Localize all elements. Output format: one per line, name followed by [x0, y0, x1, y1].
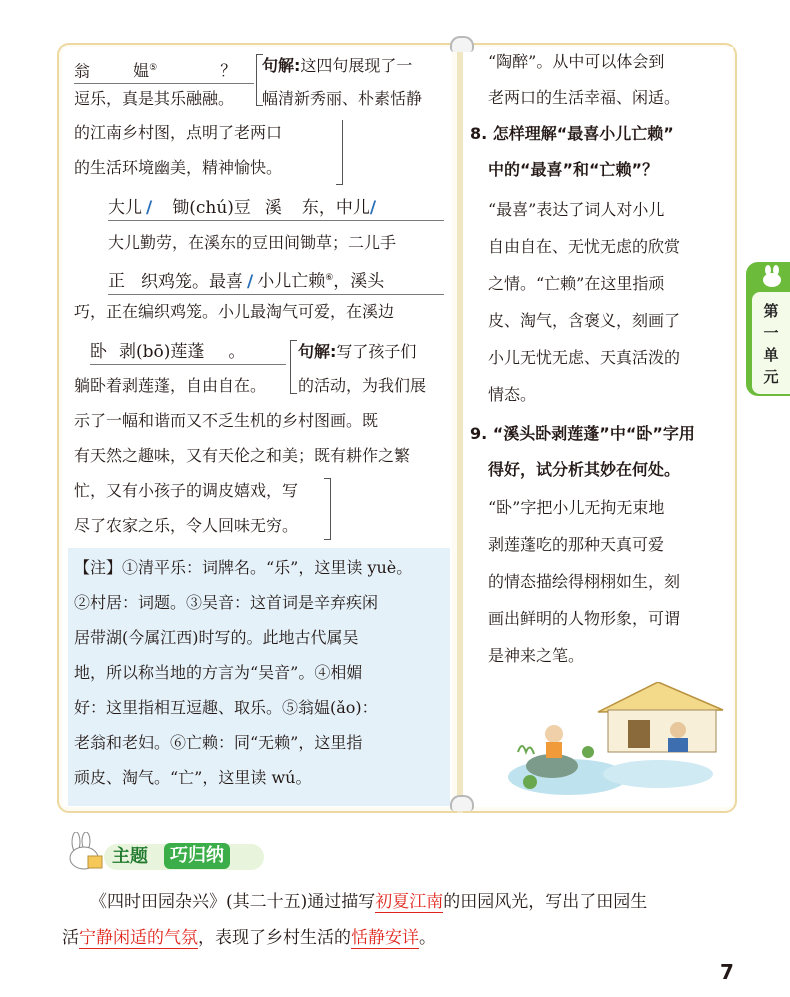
binder-ring-icon — [450, 36, 474, 52]
book-spine — [457, 43, 463, 813]
jiejie-text: 写了孩子们 — [336, 342, 417, 361]
poem-char: 织鸡笼。最喜 — [141, 271, 243, 292]
poem-char: 。 — [228, 342, 246, 362]
note-line: 居带湖(今属江西)时写的。此地古代属吴 — [74, 628, 359, 647]
footnote-mark: ⑤ — [149, 63, 158, 73]
note-line: 顽皮、淘气。“亡”，这里读 wú。 — [74, 768, 312, 787]
annotation-bracket — [290, 340, 297, 394]
poem-char: ，溪头 — [333, 271, 385, 292]
summary-title: 主题 — [112, 846, 148, 867]
jiejie-text: 这四句展现了一 — [300, 56, 413, 75]
bunny-icon — [760, 265, 784, 287]
note-line: 地，所以称当地的方言为“吴音”。④相媚 — [74, 663, 363, 682]
jiejie-label: 句解: — [298, 342, 337, 361]
question-8: 8. 怎样理解“最喜小儿亡赖” — [470, 124, 674, 143]
poem-char: 小儿亡赖 — [257, 271, 326, 292]
answer-line: 小儿无忧无虑、天真活泼的 — [488, 348, 681, 367]
summary-text: 的田园风光，写出了田园生 — [443, 892, 648, 912]
poem-char: 翁 — [74, 61, 91, 81]
poem-char: 大儿 — [108, 198, 142, 218]
poem-char: 正 — [108, 271, 125, 292]
jiejie-text: 的活动，为我们展 — [298, 376, 427, 395]
page-number: 7 — [720, 960, 734, 984]
annotation-bracket — [324, 478, 331, 540]
poem-line-1 — [74, 56, 254, 84]
translation-line: 逗乐，真是其乐融融。 — [74, 89, 235, 108]
note-line: 【注】①清平乐：词牌名。“乐”，这里读 yuè。 — [74, 558, 413, 577]
question-8-cont: 中的“最喜”和“亡赖”？ — [488, 160, 659, 179]
summary-text: 。 — [419, 928, 436, 948]
poem-line-3: 正 织鸡笼。最喜 / 小儿亡赖⑥，溪头 — [108, 266, 444, 295]
question-9: 9. “溪头卧剥莲蓬”中“卧”字用 — [470, 424, 695, 443]
jiejie-text: 的江南乡村图，点明了老两口 — [74, 123, 283, 142]
poem-char: 溪 — [264, 198, 282, 218]
note-line: 好：这里指相互逗趣、取乐。⑤翁媪(ǎo)： — [74, 698, 378, 717]
summary-highlight: 宁静闲适的气氛 — [79, 928, 198, 948]
summary-highlight: 恬静安详 — [351, 928, 419, 948]
summary-text: 《四时田园杂兴》(其二十五)通过描写 — [90, 892, 376, 912]
jiejie-2 — [298, 340, 416, 364]
summary-text: 活 — [62, 928, 79, 948]
poem-char: 媪 — [133, 61, 150, 81]
jiejie-text: 幅清新秀丽、朴素恬静 — [262, 89, 423, 108]
summary-title-badge-text: 巧归纳 — [170, 845, 224, 866]
bunny-mascot-icon — [62, 832, 110, 872]
poem-line-2: 大儿 / 锄(chú)豆 溪 东，中儿/ — [108, 196, 444, 221]
annotation-bracket — [336, 120, 343, 185]
village-illustration — [508, 682, 728, 807]
summary-highlight: 初夏江南 — [375, 892, 444, 912]
jiejie-text: 的生活环境幽美，精神愉快。 — [74, 158, 283, 177]
poem-char: ？ — [220, 61, 237, 81]
translation-line: 巧，正在编织鸡笼。小儿最淘气可爱，在溪边 — [74, 302, 395, 321]
answer-line: “最喜”表达了词人对小儿 — [488, 200, 665, 219]
note-line: ②村居：词题。③吴音：这首词是辛弃疾闲 — [74, 593, 379, 612]
question-9-cont: 得好，试分析其妙在何处。 — [488, 460, 681, 479]
summary-line-2 — [62, 926, 436, 950]
answer-line: “陶醉”。从中可以体会到 — [488, 52, 665, 71]
summary-line-1 — [90, 890, 647, 914]
note-line: 老翁和老妇。⑥亡赖：同“无赖”，这里指 — [74, 733, 363, 752]
summary-text: ，表现了乡村生活的 — [198, 928, 351, 948]
jiejie-text: 有天然之趣味，又有天伦之和美；既有耕作之繁 — [74, 446, 411, 465]
poem-char: 剥(bō)莲蓬 — [119, 342, 205, 362]
translation-line: 大儿勤劳，在溪东的豆田间锄草；二儿手 — [108, 233, 397, 252]
summary-title-badge — [164, 843, 230, 869]
unit-tab-char: 一 — [763, 324, 779, 342]
jiejie-1 — [262, 54, 412, 78]
poem-char: 锄(chú)豆 — [172, 198, 251, 218]
answer-line: “卧”字把小儿无拘无束地 — [488, 498, 665, 517]
answer-line: 自由自在、无忧无虑的欣赏 — [488, 237, 681, 256]
poem-char: 东，中儿 — [301, 198, 370, 218]
answer-line: 是神来之笔。 — [488, 646, 585, 665]
answer-line: 剥莲蓬吃的那种天真可爱 — [488, 535, 665, 554]
binder-ring-icon — [450, 795, 474, 811]
answer-line: 皮、淘气，含褒义，刻画了 — [488, 311, 681, 330]
translation-line: 躺卧着剥莲蓬，自由自在。 — [74, 376, 267, 395]
jiejie-text: 忙，又有小孩子的调皮嬉戏，写 — [74, 481, 299, 500]
jiejie-text: 示了一幅和谐而又不乏生机的乡村图画。既 — [74, 411, 379, 430]
footnote-mark: ⑥ — [325, 273, 334, 283]
unit-tab-char: 元 — [763, 368, 779, 386]
answer-line: 之情。“亡赖”在这里指顽 — [488, 274, 665, 293]
answer-line: 老两口的生活幸福、闲适。 — [488, 88, 681, 107]
poem-line-4 — [90, 340, 286, 365]
answer-line: 情态。 — [488, 385, 537, 404]
jiejie-text: 尽了农家之乐，令人回味无穷。 — [74, 516, 299, 535]
jiejie-label: 句解: — [262, 56, 301, 75]
unit-tab-char: 单 — [763, 346, 779, 364]
unit-tab-char: 第 — [763, 302, 779, 320]
poem-char: 卧 — [90, 342, 107, 362]
answer-line: 画出鲜明的人物形象，可谓 — [488, 609, 681, 628]
answer-line: 的情态描绘得栩栩如生，刻 — [488, 572, 681, 591]
